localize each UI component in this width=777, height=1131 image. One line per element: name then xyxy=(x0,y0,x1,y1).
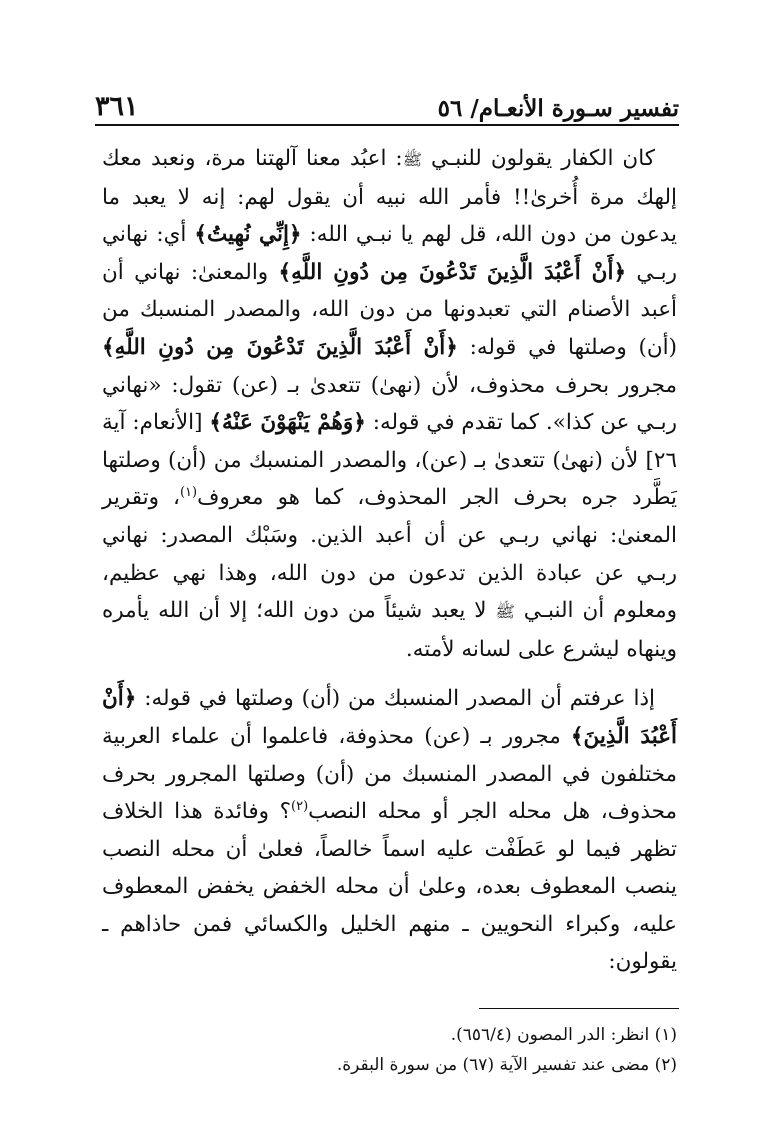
footnote-1: (١) انظر: الدر المصون (٦٥٦/٤). xyxy=(450,1025,677,1045)
text-run: مجرور بحرف محذوف، لأن (نهىٰ) تتعدىٰ بـ (عن) تقول: «نهاني ربـي عن كذا». كما تقدم في قوله: xyxy=(102,372,677,436)
page-number: ٣٦١ xyxy=(95,91,139,122)
salla-symbol: ﷺ xyxy=(495,602,515,622)
header-rule xyxy=(95,124,679,126)
main-text xyxy=(102,140,677,981)
text-run: ؟ وفائدة هذا الخلاف تظهر فيما لو عَطَفْت عليه اسماً خالصاً، فعلىٰ أن محله النصب ينصب المعطوف بعده، وعلىٰ أن محله الخفض يخفض المعطوف عليه، وكبراء النحويين ـ منهم الخليل والكسائي فمن حاذاهم ـ يقولون: xyxy=(102,799,677,975)
paragraph-2 xyxy=(102,680,677,981)
footnotes xyxy=(102,1020,677,1080)
text-run: كان الكفار يقولون للنبـي xyxy=(422,146,655,171)
quran-quote: ﴿إِنِّي نُهِيتُ﴾ xyxy=(194,222,302,248)
text-run: إذا عرفتم أن المصدر المنسبك من (أن) وصلتها في قوله: xyxy=(136,686,655,712)
text-run: أي: نهاني ربـي xyxy=(102,222,677,285)
quran-quote: ﴿أَنْ أَعْبُدَ الَّذِينَ تَدْعُونَ مِن دُونِ اللَّهِ﴾ xyxy=(102,334,458,360)
header-title: تفسير سـورة الأنعـام/ ٥٦ xyxy=(437,95,679,122)
text-run: لا يعبد شيئاً من دون الله؛ إلا أن الله يأمره وينهاه ليشرع على لسانه لأمته. xyxy=(102,598,677,662)
footnote-ref-2: (٢) xyxy=(291,798,309,814)
quran-quote: ﴿أَنْ أَعْبُدَ الَّذِينَ﴾ xyxy=(102,686,677,749)
quran-quote: ﴿أَنْ أَعْبُدَ الَّذِينَ تَدْعُونَ مِن دُونِ اللَّهِ﴾ xyxy=(278,259,627,285)
page-header xyxy=(95,82,679,122)
salla-symbol: ﷺ xyxy=(402,150,423,169)
footnote-2: (٢) مضى عند تفسير الآية (٦٧) من سورة البقرة. xyxy=(336,1055,677,1075)
paragraph-1 xyxy=(102,140,677,668)
footnote-rule xyxy=(479,1008,679,1009)
text-run: ، وتقرير المعنىٰ: نهاني ربـي عن أن أعبد الذين. وسَبْك المصدر: نهاني ربـي عن عبادة الذين تدعون من دون الله، وهذا نهي عظيم، ومعلوم أن النبـي xyxy=(102,485,677,624)
text-run: مجرور بـ (عن) محذوفة، فاعلموا أن علماء العربية مختلفون في المصدر المنسبك من (أن) وصلتها المجرور بحرف محذوف، هل محله الجر أو محله النصب xyxy=(102,723,677,825)
quran-quote: ﴿وَهُمْ يَنْهَوْنَ عَنْهُ﴾ xyxy=(209,410,366,436)
text-run: [الأنعام: آية ٢٦] لأن (نهىٰ) تتعدىٰ بـ (عن)، والمصدر المنسبك من (أن) وصلتها يَطَّرد جره بحرف الجر المحذوف، كما هو معروف xyxy=(102,410,677,511)
text-run: والمعنىٰ: نهاني أن أعبد الأصنام التي تعبدونها من دون الله، والمصدر المنسبك من (أن) وصلتها في قوله: xyxy=(102,259,678,360)
footnote-ref-1: (١) xyxy=(179,485,198,501)
text-run: : اعبُد معنا آلهتنا مرة، ونعبد معك إلهك مرة أُخرىٰ!! فأمر الله نبيه أن يقول لهم: إنه لا يعبد ما يدعون من دون الله، قل لهم يا نبـي الله: xyxy=(102,146,677,248)
